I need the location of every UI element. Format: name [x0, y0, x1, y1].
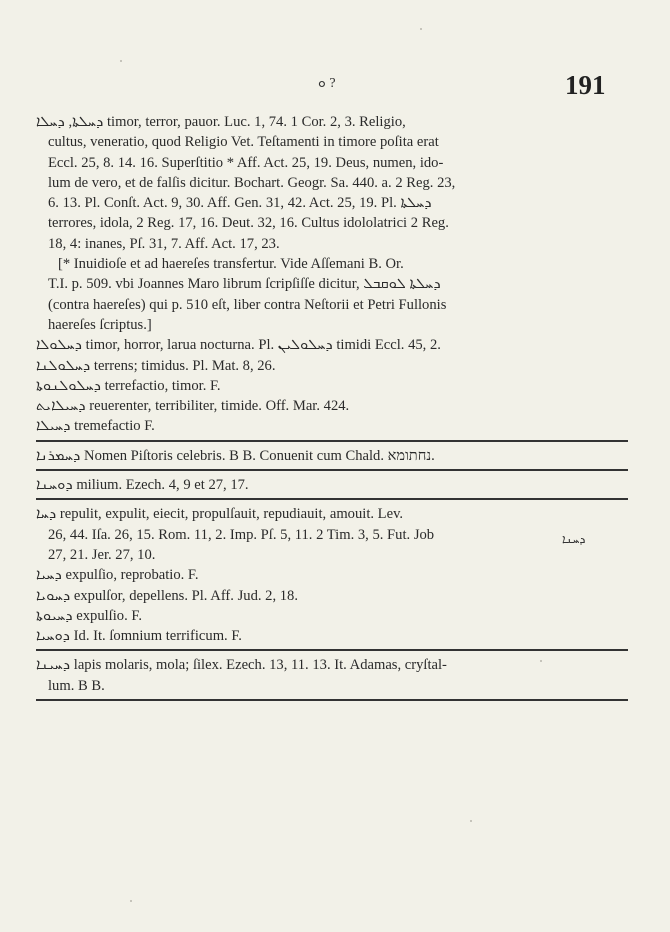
text-line: ܕܚܠܘܠܐ timor, horror, larua nocturna. Pl. ܕܚܠܘܠܝܢ timidi Eccl. 45, 2.	[36, 337, 441, 354]
entry-block-repulit	[36, 504, 628, 646]
text-line: 18, 4: inanes, Pſ. 31, 7. Aff. Act. 17, 23.	[48, 235, 280, 252]
paper-speck	[120, 60, 122, 62]
paper-speck	[420, 28, 422, 30]
text-line: cultus, veneratio, quod Religio Vet. Teſtamenti in timore poſita erat	[48, 134, 439, 151]
section-divider	[36, 649, 628, 651]
section-divider	[36, 699, 628, 701]
dictionary-content	[36, 112, 628, 705]
text-line: ܕܚܝܢܐ lapis molaris, mola; ſilex. Ezech. 13, 11. 13. It. Adamas, cryſtal-	[36, 657, 447, 674]
text-line: lum. B B.	[48, 677, 105, 694]
paper-speck	[540, 660, 542, 662]
text-line: ܕܚܝܠܐ tremefactio F.	[36, 418, 155, 435]
text-line: ܕܚܠܬܐ, ܕܚܠܐ timor, terror, pauor. Luc. 1, 74. 1 Cor. 2, 3. Religio,	[36, 114, 406, 130]
text-line: ܕܚܘܝܐ expulſor, depellens. Pl. Aff. Jud. 2, 18.	[36, 587, 298, 604]
text-line: 26, 44. Iſa. 26, 15. Rom. 11, 2. Imp. Pſ. 5, 11. 2 Tim. 3, 5. Fut. Job	[48, 526, 435, 543]
section-divider	[36, 469, 628, 471]
text-line: ܕܚܡܪܢܐ Nomen Piſtoris celebris. B B. Conuenit cum Chald. נחתומא.	[36, 447, 435, 464]
text-line: ܕܚܠܘܠܢܘܬܐ terrefactio, timor. F.	[36, 377, 221, 394]
text-line: ܕܚܠܘܠܢܐ terrens; timidus. Pl. Mat. 8, 26.	[36, 357, 276, 374]
section-divider	[36, 440, 628, 442]
running-head-glyph: ܘ ?	[318, 76, 336, 91]
entry-block-dehlta	[36, 112, 628, 437]
text-line: ܕܚܐ repulit, expulit, eiecit, propulſauit, repudiauit, amouit. Lev.	[36, 506, 404, 523]
text-line: (contra haereſes) qui p. 510 eſt, liber contra Neſtorii et Petri Fullonis	[48, 296, 447, 313]
paper-speck	[470, 820, 472, 822]
text-line: 27, 21. Jer. 27, 10.	[48, 546, 156, 563]
catchword: ܕܚܢܐ	[562, 532, 586, 546]
text-line: ܕܚܝܐ expulſio, reprobatio. F.	[36, 567, 199, 584]
text-line: haereſes ſcriptus.]	[48, 316, 152, 333]
text-line: 6. 13. Pl. Conſt. Act. 9, 30. Aff. Gen. 31, 42. Act. 25, 19. Pl. ܕܚܠܬܐ	[48, 195, 432, 212]
section-divider	[36, 498, 628, 500]
text-line: T.I. p. 509. vbi Joannes Maro librum ſcripſiſſe dicitur, ܕܚܠܬܐ ܠܘܩܒܠ	[48, 276, 441, 293]
text-line: Eccl. 25, 8. 14. 16. Superſtitio * Aff. Act. 25, 19. Deus, numen, ido-	[48, 154, 444, 171]
entry-block-milium	[36, 475, 628, 495]
text-line: ܕܚܝܠܐܝܬ reuerenter, terribiliter, timide. Off. Mar. 424.	[36, 398, 350, 415]
text-line: ܕܘܚܝܐ Id. It. ſomnium terrificum. F.	[36, 628, 242, 645]
text-line: lum de vero, et de falſis dicitur. Bochart. Geogr. Sa. 440. a. 2 Reg. 23,	[48, 174, 456, 191]
entry-block-pistor	[36, 446, 628, 466]
text-line: ܕܚܝܘܬܐ expulſio. F.	[36, 607, 142, 624]
text-line: [* Inuidioſe et ad haereſes transfertur. Vide Aſſemani B. Or.	[58, 256, 404, 273]
paper-speck	[130, 900, 132, 902]
text-line: ܕܘܚܢܐ milium. Ezech. 4, 9 et 27, 17.	[36, 477, 249, 494]
text-line: terrores, idola, 2 Reg. 17, 16. Deut. 32, 16. Cultus idololatrici 2 Reg.	[48, 215, 449, 232]
page-number: 191	[565, 70, 606, 100]
